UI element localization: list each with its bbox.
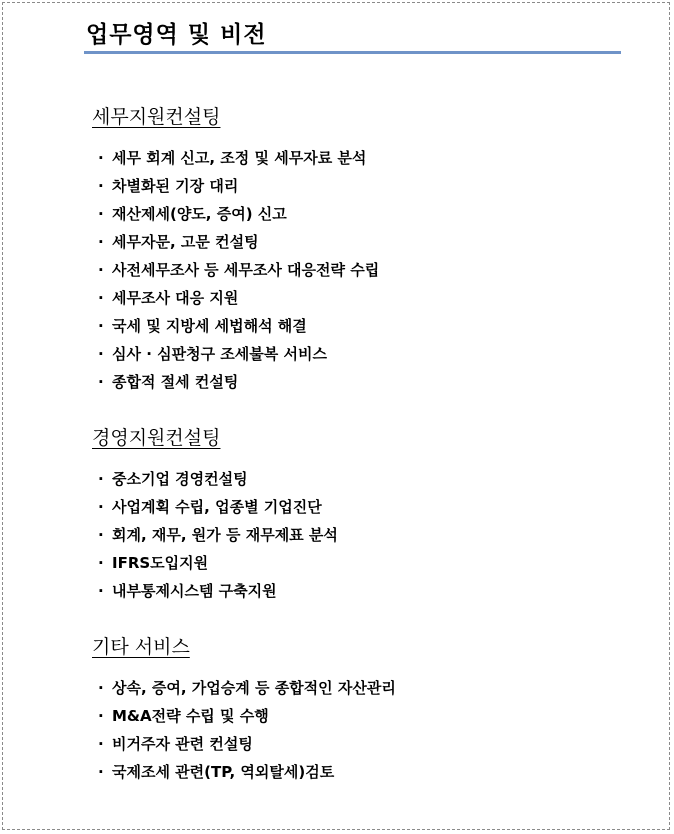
bullet-icon: · [98, 554, 104, 572]
section-other-services [92, 634, 396, 786]
bullet-icon: · [98, 707, 104, 725]
list-item-text: 사전세무조사 등 세무조사 대응전략 수립 [112, 261, 380, 279]
list-item-text: 차별화된 기장 대리 [112, 177, 239, 195]
bullet-icon: · [98, 735, 104, 753]
bullet-icon: · [98, 177, 104, 195]
page-title: 업무영역 및 비전 [86, 22, 267, 48]
section-management-consulting [92, 425, 338, 605]
bullet-icon: · [98, 345, 104, 363]
service-list [92, 674, 396, 786]
list-item [98, 368, 379, 396]
section-tax-consulting [92, 104, 379, 396]
list-item [98, 730, 396, 758]
bullet-icon: · [98, 679, 104, 697]
bullet-icon: · [98, 498, 104, 516]
list-item-text: 중소기업 경영컨설팅 [112, 470, 248, 488]
list-item [98, 758, 396, 786]
list-item [98, 312, 379, 340]
list-item [98, 521, 338, 549]
section-heading: 세무지원컨설팅 [92, 106, 221, 128]
bullet-icon: · [98, 373, 104, 391]
list-item-text: 종합적 절세 컨설팅 [112, 373, 239, 391]
list-item [98, 144, 379, 172]
list-item [98, 674, 396, 702]
bullet-icon: · [98, 149, 104, 167]
list-item-text: 심사 · 심판청구 조세불복 서비스 [112, 345, 327, 363]
list-item-text: 세무조사 대응 지원 [112, 289, 239, 307]
list-item [98, 493, 338, 521]
bullet-icon: · [98, 233, 104, 251]
list-item-text: 세무자문, 고문 컨설팅 [112, 233, 259, 251]
list-item-text: 내부통제시스템 구축지원 [112, 582, 277, 600]
service-list [92, 465, 338, 605]
list-item [98, 228, 379, 256]
list-item-text: 국세 및 지방세 세법해석 해결 [112, 317, 307, 335]
list-item [98, 340, 379, 368]
bullet-icon: · [98, 289, 104, 307]
list-item [98, 256, 379, 284]
list-item-text: 사업계획 수립, 업종별 기업진단 [112, 498, 322, 516]
list-item-text: 재산제세(양도, 증여) 신고 [112, 205, 287, 223]
list-item [98, 702, 396, 730]
list-item [98, 577, 338, 605]
bullet-icon: · [98, 526, 104, 544]
title-underline-rule [84, 51, 621, 54]
list-item [98, 172, 379, 200]
list-item-text: 비거주자 관련 컨설팅 [112, 735, 253, 753]
list-item [98, 465, 338, 493]
list-item-text: 국제조세 관련(TP, 역외탈세)검토 [112, 763, 335, 781]
section-heading: 기타 서비스 [92, 636, 190, 658]
service-list [92, 144, 379, 396]
list-item-text: 회계, 재무, 원가 등 재무제표 분석 [112, 526, 338, 544]
list-item-text: 상속, 증여, 가업승계 등 종합적인 자산관리 [112, 679, 396, 697]
bullet-icon: · [98, 205, 104, 223]
bullet-icon: · [98, 317, 104, 335]
list-item-text: 세무 회계 신고, 조정 및 세무자료 분석 [112, 149, 367, 167]
list-item-text: IFRS도입지원 [112, 554, 209, 572]
list-item [98, 200, 379, 228]
bullet-icon: · [98, 763, 104, 781]
bullet-icon: · [98, 470, 104, 488]
bullet-icon: · [98, 582, 104, 600]
section-heading: 경영지원컨설팅 [92, 427, 221, 449]
list-item [98, 549, 338, 577]
list-item-text: M&A전략 수립 및 수행 [112, 707, 269, 725]
bullet-icon: · [98, 261, 104, 279]
list-item [98, 284, 379, 312]
